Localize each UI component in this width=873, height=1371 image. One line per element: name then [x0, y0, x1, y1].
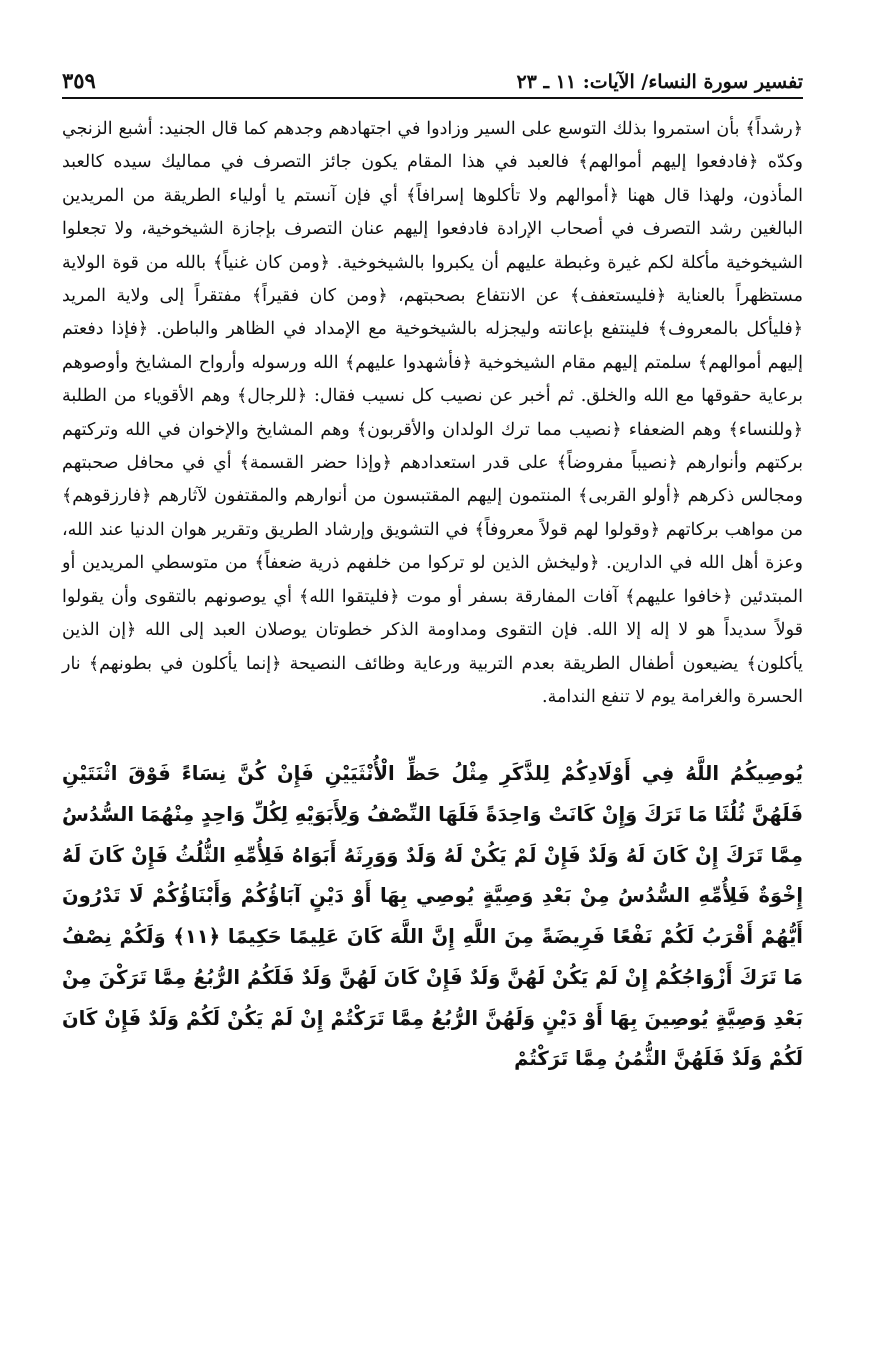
section-gap: [62, 714, 803, 754]
page-number: ٣٥٩: [62, 68, 96, 93]
commentary-text: [62, 113, 803, 714]
quran-paragraph: يُوصِيكُمُ اللَّهُ فِي أَوْلَادِكُمْ لِلذَّكَرِ مِثْلُ حَظِّ الْأُنْثَيَيْنِ فَإِنْ كُنَّ نِسَاءً فَوْقَ اثْنَتَيْنِ فَلَهُنَّ ثُلُثَا مَا تَرَكَ وَإِنْ كَانَتْ وَاحِدَةً فَلَهَا النِّصْفُ وَلِأَبَوَيْهِ لِكُلِّ وَاحِدٍ مِنْهُمَا السُّدُسُ مِمَّا تَرَكَ إِنْ كَانَ لَهُ وَلَدٌ فَإِنْ لَمْ يَكُنْ لَهُ وَلَدٌ وَوَرِثَهُ أَبَوَاهُ فَلِأُمِّهِ الثُّلُثُ فَإِنْ كَانَ لَهُ إِخْوَةٌ فَلِأُمِّهِ السُّدُسُ مِنْ بَعْدِ وَصِيَّةٍ يُوصِي بِهَا أَوْ دَيْنٍ آبَاؤُكُمْ وَأَبْنَاؤُكُمْ لَا تَدْرُونَ أَيُّهُمْ أَقْرَبُ لَكُمْ نَفْعًا فَرِيضَةً مِنَ اللَّهِ إِنَّ اللَّهَ كَانَ عَلِيمًا حَكِيمًا ﴿١١﴾ وَلَكُمْ نِصْفُ مَا تَرَكَ أَزْوَاجُكُمْ إِنْ لَمْ يَكُنْ لَهُنَّ وَلَدٌ فَإِنْ كَانَ لَهُنَّ وَلَدٌ فَلَكُمُ الرُّبُعُ مِمَّا تَرَكْنَ مِنْ بَعْدِ وَصِيَّةٍ يُوصِينَ بِهَا أَوْ دَيْنٍ وَلَهُنَّ الرُّبُعُ مِمَّا تَرَكْتُمْ إِنْ لَمْ يَكُنْ لَكُمْ وَلَدٌ فَإِنْ كَانَ لَكُمْ وَلَدٌ فَلَهُنَّ الثُّمُنُ مِمَّا تَرَكْتُمْ: [62, 762, 803, 1071]
header-title: تفسير سورة النساء/ الآيات: ١١ ـ ٢٣: [516, 71, 803, 93]
running-header: [62, 68, 803, 99]
quran-verses: [62, 754, 803, 1080]
commentary-paragraph: ﴿رشداً﴾ بأن استمروا بذلك التوسع على السير وزادوا في اجتهادهم وجدهم كما قال الجنيد: أشبع الزنجي وكدّه ﴿فادفعوا إليهم أموالهم﴾ فالعبد في هذا المقام يكون جائز التصرف في مماليك سيده كالعبد المأذون، ولهذا قال ههنا ﴿أموالهم ولا تأكلوها إسرافاً﴾ أي فإن آنستم يا أولياء الطريقة من المريدين البالغين رشد التصرف في أصحاب الإرادة فادفعوا إليهم عنان التصرف بإجازة الشيخوخية، ولا تجعلوا الشيخوخية مأكلة لكم غيرة وغبطة عليهم أن يكبروا بالشيخوخية. ﴿ومن كان غنياً﴾ بالله من قوة الولاية مستظهراً بالعناية ﴿فليستعفف﴾ عن الانتفاع بصحبتهم، ﴿ومن كان فقيراً﴾ مفتقراً إلى ولاية المريد ﴿فليأكل بالمعروف﴾ فلينتفع بإعانته وليجزله بالشيخوخية مع الإمداد في الظاهر والباطن. ﴿فإذا دفعتم إليهم أموالهم﴾ سلمتم إليهم مقام الشيخوخية ﴿فأشهدوا عليهم﴾ الله ورسوله وأرواح المشايخ وأوصوهم برعاية حقوقها مع الله والخلق. ثم أخبر عن نصيب كل نسيب فقال: ﴿للرجال﴾ وهم الأقوياء من الطلبة ﴿وللنساء﴾ وهم الضعفاء ﴿نصيب مما ترك الولدان والأقربون﴾ وهم المشايخ والإخوان في الله وتركتهم بركتهم وأنوارهم ﴿نصيباً مفروضاً﴾ على قدر استعدادهم ﴿وإذا حضر القسمة﴾ أي في محافل صحبتهم ومجالس ذكرهم ﴿أولو القربى﴾ المنتمون إليهم المقتبسون من أنوارهم والمقتفون لآثارهم ﴿فارزقوهم﴾ من مواهب بركاتهم ﴿وقولوا لهم قولاً معروفاً﴾ في التشويق وإرشاد الطريق وتقرير هوان الدنيا عند الله، وعزة أهل الله في الدارين. ﴿وليخش الذين لو تركوا من خلفهم ذرية ضعفاً﴾ من متوسطي المريدين أو المبتدئين ﴿خافوا عليهم﴾ آفات المفارقة بسفر أو موت ﴿فليتقوا الله﴾ أي يوصونهم بالتقوى وأن يقولوا قولاً سديداً هو لا إله إلا الله. فإن التقوى ومداومة الذكر خطوتان يوصلان العبد إلى الله ﴿إن الذين يأكلون﴾ يضيعون أطفال الطريقة بعدم التربية ورعاية وظائف النصيحة ﴿إنما يأكلون في بطونهم﴾ نار الحسرة والغرامة يوم لا تنفع الندامة.: [62, 119, 803, 707]
